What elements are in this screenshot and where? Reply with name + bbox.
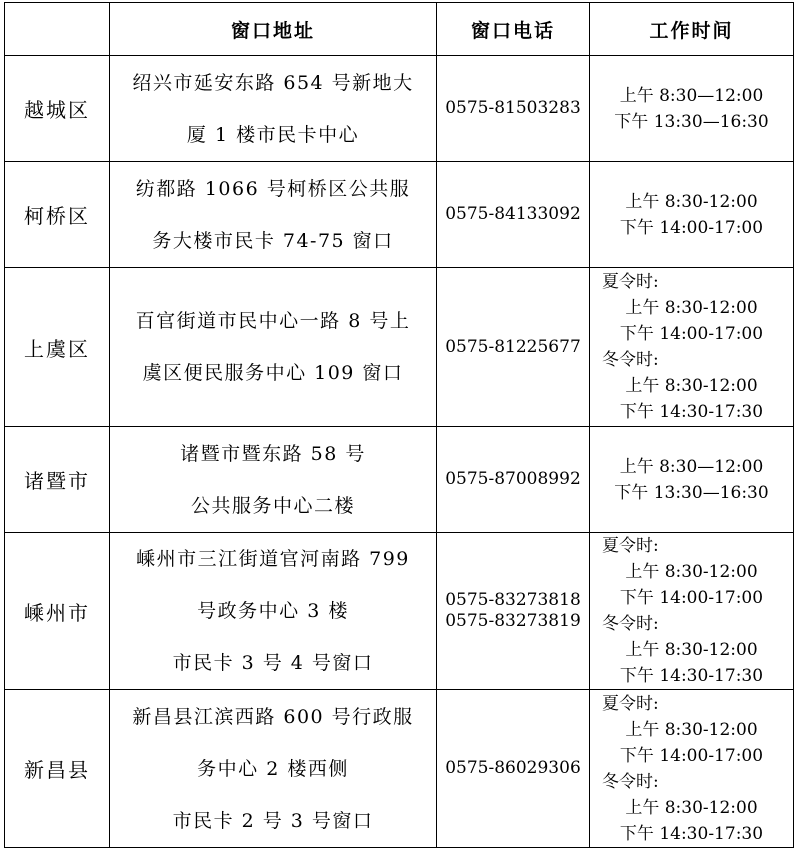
address-line: 务大楼市民卡 74-75 窗口 <box>152 229 394 252</box>
district-cell: 上虞区 <box>5 268 110 427</box>
address-line: 嵊州市三江街道官河南路 799 <box>136 548 410 570</box>
winter-hours-morning: 上午 8:30-12:00 <box>625 376 758 396</box>
phone-number: 0575-81503283 <box>445 98 581 118</box>
hours-cell <box>590 690 794 848</box>
header-district <box>5 3 110 56</box>
phone-cell <box>437 427 590 533</box>
hours-cell <box>590 427 794 533</box>
summer-hours-morning: 上午 8:30-12:00 <box>625 298 758 318</box>
address-line: 号政务中心 3 楼 <box>197 600 349 622</box>
hours-cell <box>590 533 794 690</box>
summer-hours-morning: 上午 8:30-12:00 <box>625 562 758 582</box>
table-row <box>5 533 794 690</box>
phone-number: 0575-83273818 <box>445 590 581 610</box>
address-line: 诸暨市暨东路 58 号 <box>180 442 366 465</box>
address-cell <box>110 690 437 848</box>
phone-number: 0575-86029306 <box>445 758 581 778</box>
winter-time-label: 冬令时: <box>602 614 659 634</box>
address-cell <box>110 533 437 690</box>
table-row <box>5 690 794 848</box>
summer-hours-afternoon: 下午 14:00-17:00 <box>619 324 764 344</box>
hours-cell <box>590 162 794 268</box>
summer-time-label: 夏令时: <box>602 693 659 714</box>
hours-afternoon: 下午 13:30—16:30 <box>614 482 769 503</box>
table-row <box>5 268 794 427</box>
address-cell <box>110 162 437 268</box>
hours-afternoon: 下午 13:30—16:30 <box>614 111 769 132</box>
address-cell <box>110 268 437 427</box>
district-cell: 新昌县 <box>5 690 110 848</box>
address-line: 务中心 2 楼西侧 <box>197 757 349 780</box>
address-line: 厦 1 楼市民卡中心 <box>186 123 360 146</box>
address-line: 新昌县江滨西路 600 号行政服 <box>132 705 414 728</box>
phone-cell <box>437 162 590 268</box>
winter-hours-afternoon: 下午 14:30-17:30 <box>619 402 764 422</box>
phone-number: 0575-81225677 <box>445 336 581 357</box>
hours-afternoon: 下午 14:00-17:00 <box>619 217 764 238</box>
table-row <box>5 56 794 162</box>
district-cell: 嵊州市 <box>5 533 110 690</box>
table-row <box>5 162 794 268</box>
winter-time-label: 冬令时: <box>602 771 659 792</box>
address-line: 绍兴市延安东路 654 号新地大 <box>132 71 414 94</box>
phone-cell <box>437 268 590 427</box>
hours-cell <box>590 56 794 162</box>
district-cell: 柯桥区 <box>5 162 110 268</box>
summer-hours-afternoon: 下午 14:00-17:00 <box>619 745 764 766</box>
summer-hours-morning: 上午 8:30-12:00 <box>625 719 758 740</box>
district-cell: 越城区 <box>5 56 110 162</box>
phone-cell <box>437 690 590 848</box>
header-phone: 窗口电话 <box>437 3 590 56</box>
header-hours: 工作时间 <box>590 3 794 56</box>
address-line: 市民卡 2 号 3 号窗口 <box>172 809 374 832</box>
summer-time-label: 夏令时: <box>602 272 659 292</box>
address-line: 虞区便民服务中心 109 窗口 <box>142 362 404 384</box>
address-line: 纺都路 1066 号柯桥区公共服 <box>135 177 411 200</box>
winter-hours-afternoon: 下午 14:30-17:30 <box>619 666 764 686</box>
district-cell: 诸暨市 <box>5 427 110 533</box>
hours-morning: 上午 8:30-12:00 <box>625 191 758 212</box>
hours-cell <box>590 268 794 427</box>
table-header-row <box>5 3 794 56</box>
winter-hours-afternoon: 下午 14:30-17:30 <box>619 823 764 844</box>
phone-number: 0575-83273819 <box>445 611 581 631</box>
address-line: 市民卡 3 号 4 号窗口 <box>172 652 374 674</box>
service-window-table <box>4 2 794 848</box>
phone-number: 0575-87008992 <box>445 469 581 489</box>
hours-morning: 上午 8:30—12:00 <box>619 456 764 477</box>
phone-cell <box>437 533 590 690</box>
address-line: 公共服务中心二楼 <box>190 494 355 517</box>
hours-morning: 上午 8:30—12:00 <box>619 85 764 106</box>
summer-time-label: 夏令时: <box>602 536 659 556</box>
winter-hours-morning: 上午 8:30-12:00 <box>625 640 758 660</box>
winter-hours-morning: 上午 8:30-12:00 <box>625 797 758 818</box>
winter-time-label: 冬令时: <box>602 350 659 370</box>
address-cell <box>110 427 437 533</box>
address-cell <box>110 56 437 162</box>
header-address: 窗口地址 <box>110 3 437 56</box>
summer-hours-afternoon: 下午 14:00-17:00 <box>619 588 764 608</box>
phone-cell <box>437 56 590 162</box>
address-line: 百官街道市民中心一路 8 号上 <box>135 310 411 332</box>
phone-number: 0575-84133092 <box>445 204 581 224</box>
table-row <box>5 427 794 533</box>
